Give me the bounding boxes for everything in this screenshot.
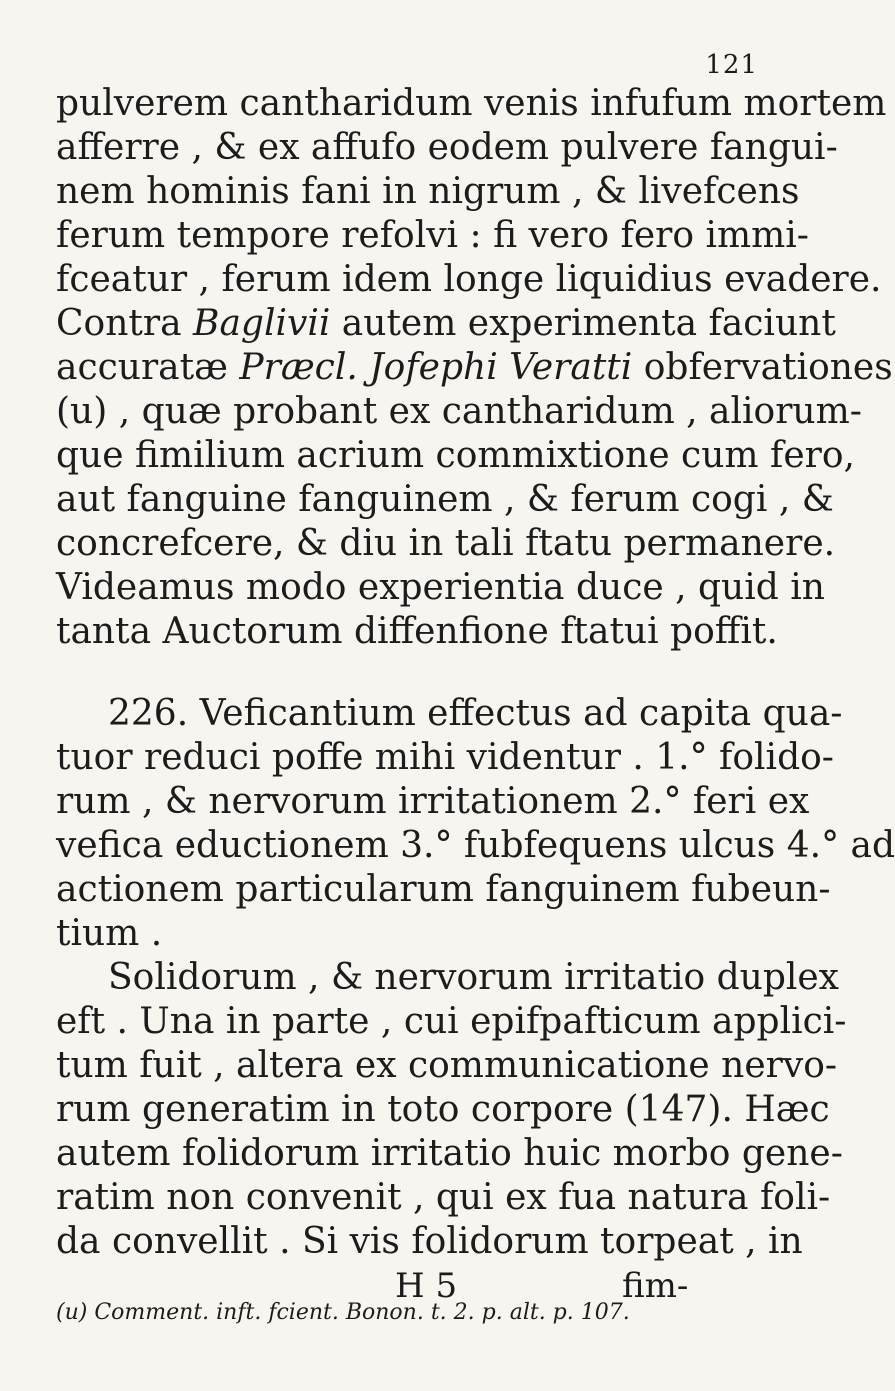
text-line: (u) , quæ probant ex cantharidum , aliorum-	[56, 391, 862, 432]
italic-name: Baglivii	[193, 303, 331, 344]
catchword: fim-	[622, 1266, 689, 1306]
text-line: da convellit . Si vis folidorum torpeat , in	[56, 1221, 803, 1262]
text-line: tuor reduci poffe mihi videntur . 1.° folido-	[56, 737, 834, 778]
page-number: 121	[705, 50, 758, 80]
text-line: actionem particularum fanguinem fubeun-	[56, 869, 831, 910]
text-line: Solidorum , & nervorum irritatio duplex	[108, 957, 839, 998]
text-line: fceatur , ferum idem longe liquidius evadere.	[56, 259, 882, 300]
text-line: rum generatim in toto corpore (147). Hæc	[56, 1089, 830, 1130]
text-line: tanta Auctorum diffenfione ftatui poffit.	[56, 611, 778, 652]
text-line: autem folidorum irritatio huic morbo gene-	[56, 1133, 843, 1174]
text-line: ratim non convenit , qui ex fua natura foli-	[56, 1177, 831, 1218]
text-line: que fimilium acrium commixtione cum fero,	[56, 435, 855, 476]
text-line: tum fuit , altera ex communicatione nervo-	[56, 1045, 838, 1086]
text-line: tium .	[56, 913, 163, 954]
text-line: afferre , & ex affufo eodem pulvere fangui-	[56, 127, 838, 168]
text-line: ferum tempore refolvi : fi vero fero immi-	[56, 215, 809, 256]
text-line: aut fanguine fanguinem , & ferum cogi , &	[56, 479, 834, 520]
text-line: accuratæ Præcl. Jofephi Veratti obfervationes	[56, 347, 893, 388]
text-line: Contra Baglivii autem experimenta faciunt	[56, 303, 836, 344]
text-line: Videamus modo experientia duce , quid in	[56, 567, 825, 608]
text-line: vefica eductionem 3.° fubfequens ulcus 4.° ad	[56, 825, 895, 866]
text-line: pulverem cantharidum venis infufum mortem	[56, 83, 887, 124]
text-line: 226. Veficantium effectus ad capita qua-	[108, 693, 843, 734]
italic-name: Præcl. Jofephi Veratti	[239, 347, 633, 388]
text-line: concrefcere, & diu in tali ftatu permanere.	[56, 523, 836, 564]
footnote: (u) Comment. inft. fcient. Bonon. t. 2. p. alt. p. 107.	[56, 1300, 630, 1325]
signature-mark: H 5	[395, 1266, 458, 1306]
text-line: rum , & nervorum irritationem 2.° feri ex	[56, 781, 810, 822]
text-line: eft . Una in parte , cui epifpafticum applici-	[56, 1001, 847, 1042]
text-line: nem hominis fani in nigrum , & livefcens	[56, 171, 800, 212]
